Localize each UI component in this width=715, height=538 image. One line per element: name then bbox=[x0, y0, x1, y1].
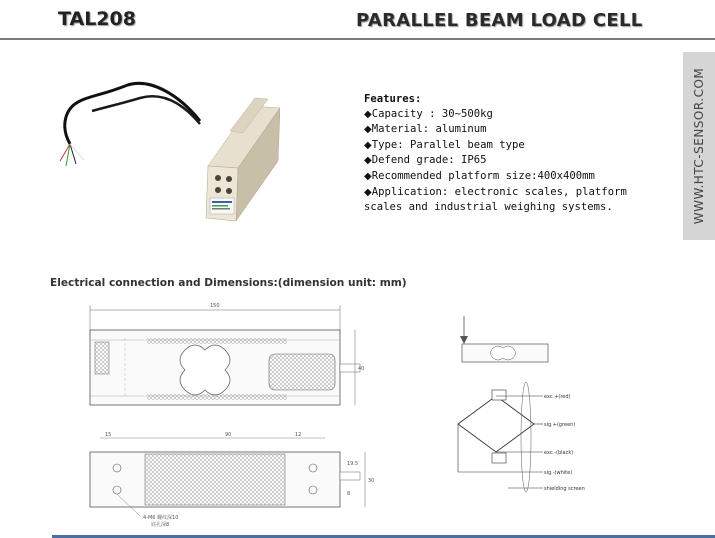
length-dimension: 150 bbox=[210, 303, 220, 309]
diamond-bullet-icon: ◆ bbox=[364, 155, 372, 167]
page-title: PARALLEL BEAM LOAD CELL bbox=[356, 10, 643, 31]
small-dimension-d: 8 bbox=[347, 491, 351, 497]
section-heading: Electrical connection and Dimensions:(dimension unit: mm) bbox=[50, 277, 407, 289]
small-dimension-c: 19.5 bbox=[347, 461, 359, 467]
feature-item: ◆Material: aluminum bbox=[364, 123, 487, 136]
wire-label-shield: shielding screen bbox=[544, 486, 585, 492]
dimension-drawing bbox=[55, 290, 435, 535]
features-heading: Features: bbox=[364, 93, 422, 105]
width-dimension: 90 bbox=[225, 432, 232, 438]
website-side-tab bbox=[683, 52, 715, 240]
feature-item: ◆Recommended platform size:400x400mm bbox=[364, 169, 595, 182]
side-height-dimension: 30 bbox=[368, 478, 375, 484]
feature-item: ◆Application: electronic scales, platform scales and industrial weighing systems. bbox=[364, 185, 627, 214]
diamond-bullet-icon: ◆ bbox=[364, 170, 372, 182]
model-number: TAL208 bbox=[58, 8, 136, 30]
load-cell-photo bbox=[50, 66, 280, 236]
wire-label-sig-negative: sig.-(white) bbox=[544, 470, 573, 476]
wire-label-sig-positive: sig.+(green) bbox=[544, 422, 576, 428]
diamond-bullet-icon: ◆ bbox=[364, 124, 372, 136]
wire-label-exc-positive: exc.+(red) bbox=[544, 394, 571, 400]
feature-item: ◆Capacity : 30~500kg bbox=[364, 107, 493, 120]
diamond-bullet-icon: ◆ bbox=[364, 186, 372, 198]
small-dimension-b: 12 bbox=[295, 432, 302, 438]
wire-label-exc-negative: exc.-(black) bbox=[544, 450, 574, 456]
feature-item: ◆Defend grade: IP65 bbox=[364, 154, 487, 167]
thread-note: 4-M6 螺纹深10 bbox=[143, 515, 179, 521]
diamond-bullet-icon: ◆ bbox=[364, 139, 372, 151]
feature-item: ◆Type: Parallel beam type bbox=[364, 138, 525, 151]
small-dimension-a: 15 bbox=[105, 432, 112, 438]
diamond-bullet-icon: ◆ bbox=[364, 108, 372, 120]
header-divider bbox=[0, 38, 715, 40]
height-dimension: 40 bbox=[358, 366, 365, 372]
wiring-diagram bbox=[448, 312, 588, 502]
features-block bbox=[364, 92, 664, 215]
hole-label: 底孔深8 bbox=[151, 522, 170, 528]
website-text: WWW.HTC-SENSOR.COM bbox=[692, 67, 706, 225]
